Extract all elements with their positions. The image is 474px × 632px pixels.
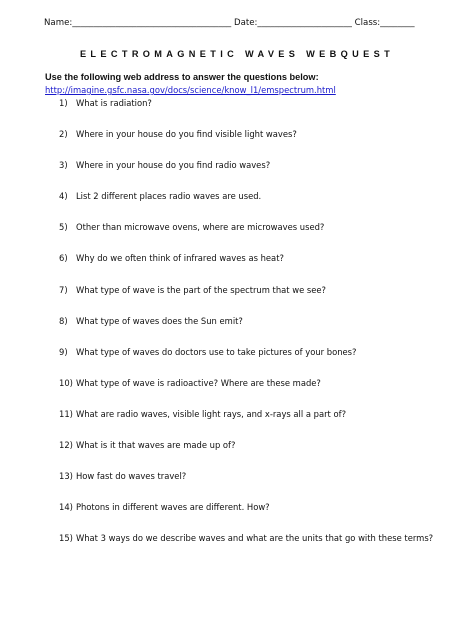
question-text: What type of waves does the Sun emit?: [76, 315, 243, 326]
question-item: [59, 347, 433, 378]
question-item: [59, 129, 433, 160]
question-number: 1): [59, 98, 68, 108]
question-number: 12): [59, 440, 73, 451]
question-text: What are radio waves, visible light rays, and x-rays all a part of?: [75, 408, 347, 419]
question-item: [59, 222, 433, 253]
web-address-link[interactable]: http://imagine.gsfc.nasa.gov/docs/science/know_l1/emspectrum.html: [45, 85, 336, 95]
name-date-class-line: Name:_____________________________________ Date:______________________ Class:________: [44, 18, 415, 28]
question-number: 4): [59, 191, 68, 202]
question-number: 5): [59, 222, 68, 233]
question-item: [59, 98, 433, 129]
question-number: 2): [59, 129, 68, 140]
question-text: Photons in different waves are different. How?: [75, 502, 270, 513]
question-text: What is radiation?: [76, 98, 152, 108]
question-text: Where in your house do you find radio waves?: [76, 160, 271, 171]
question-text: How fast do waves travel?: [75, 471, 187, 482]
instruction-text: Use the following web address to answer the questions below:: [45, 72, 319, 82]
worksheet-title: ELECTROMAGNETIC WAVES WEBQUEST: [79, 49, 395, 59]
question-item: [59, 440, 433, 471]
question-list: [59, 98, 433, 564]
question-item: [59, 409, 433, 440]
question-text: What type of waves do doctors use to take pictures of your bones?: [76, 346, 357, 357]
question-number: 15): [59, 533, 73, 544]
question-number: 7): [59, 284, 68, 295]
question-text: Why do we often think of infrared waves as heat?: [76, 253, 284, 264]
question-number: 14): [59, 502, 73, 513]
question-text: Other than microwave ovens, where are microwaves used?: [76, 222, 325, 233]
question-number: 11): [59, 408, 73, 419]
question-item: [59, 285, 433, 316]
question-number: 13): [59, 471, 73, 482]
question-number: 10): [59, 377, 73, 388]
question-number: 8): [59, 315, 68, 326]
question-item: [59, 253, 433, 284]
question-text: List 2 different places radio waves are used.: [76, 191, 262, 202]
question-number: 3): [59, 160, 68, 171]
question-item: [59, 471, 433, 502]
question-number: 6): [59, 253, 68, 264]
question-text: What 3 ways do we describe waves and what are the units that go with these terms?: [75, 533, 434, 544]
question-item: [59, 533, 433, 564]
question-text: What is it that waves are made up of?: [75, 440, 236, 451]
question-item: [59, 502, 433, 533]
question-text: What type of wave is radioactive? Where are these made?: [75, 377, 321, 388]
question-item: [59, 378, 433, 409]
question-number: 9): [59, 346, 68, 357]
question-item: [59, 160, 433, 191]
question-text: What type of wave is the part of the spectrum that we see?: [76, 284, 327, 295]
question-item: [59, 316, 433, 347]
question-text: Where in your house do you find visible light waves?: [76, 129, 297, 140]
question-item: [59, 191, 433, 222]
